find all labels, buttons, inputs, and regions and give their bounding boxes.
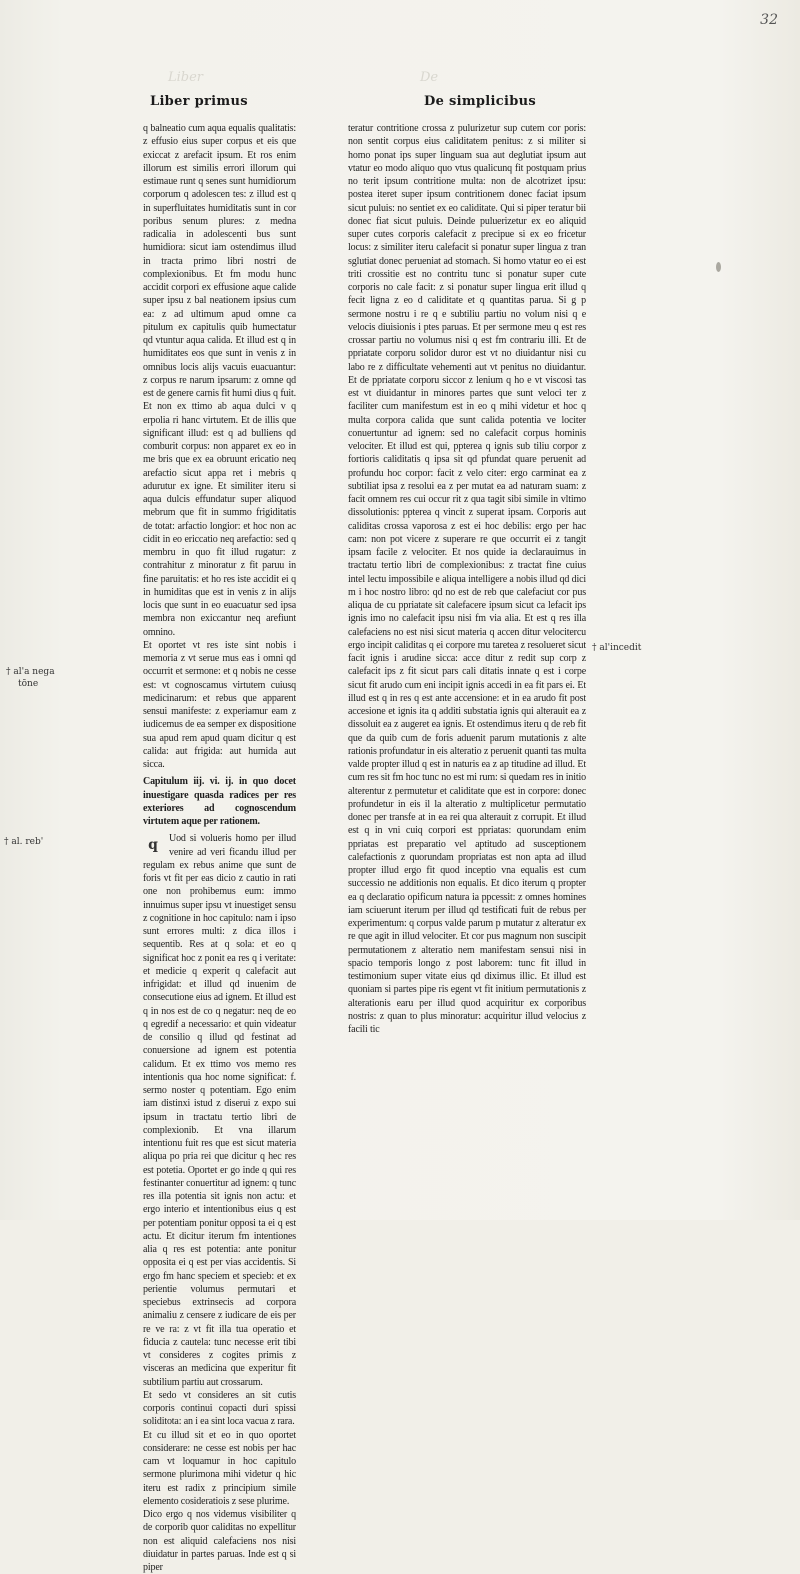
running-head-right: De simplicibus [424,94,536,109]
running-head-left: Liber primus [150,94,248,109]
left-paragraph-3-text: Uod si volueris homo per illud venire ad veri ficandu illud per regulam ex rebus anime que sunt de foris vt fit per eas dicio z cautio in rati one non prohibemus eum: immo innuimus super ipsu vt inuestiget sensu z cognitione in hoc capitulo: nam i ipso sunt errores multi: z dica illos i sequentib. Res at q sola: et eo q significat hoc z ponit ea res q i veritate: et medicie q experit q calefacit aut infrigidat: et illud qd inuenim de consecutione eius ad ignem. Et illud est q in nos est de co q negatur: neq de eo q egredif a necessario: et quin videatur de consilio q illud qd festinat ad conuersione ad ignem est potentia calidum. Et ex ttimo vos memo res intentionis qua hoc nome significat: f. sermo noster q potentiam. Ego enim iam distinxi istud z diserui z expo sui ipsum in tractatu tertio libri de complexionib. Et vna illarum intentionu fuit res que est sicut materia aliqua po pria rei que dicitur q hec res est potetia. Oportet er go inde q qui res festinanter conuertitur ad ignem: q tunc res illa potentia sit ignis non actu: et ergo interio et intentionibus eius q est per potentiam ponitur opposi ta ei q est actu. Et dicitur iterum fm intentiones alia q res est potentia: ante ponitur opposita ei q est per vias accidentis. Si ergo fm hanc speciem et specieb: et ex perientie volumus permutari et speciebus extrinsecis ad corpora animaliu z censere z iudicare de eis per re ve ra: z vt fit illa tua operatio et fiducia z cautela: tunc necesse erit tibi vt consideres z cogites primis z visceras an medicina que experitur fit subtilium partiu aut crossarum. [143,833,296,1388]
left-paragraph-3 [143,832,296,1389]
left-paragraph-5: Et cu illud sit et eo in quo oportet considerare: ne cesse est nobis per hac cam vt loquamur in hoc capitulo sermone plurimona mihi videtur q hic iteru est radix z principium simile elemento cosideratiois z sese plurime. [143,1429,296,1507]
margin-note-left-top-line-1: † al'a nega [6,667,55,677]
margin-note-left-top-line-2: tōne [18,679,39,689]
ink-spot [716,262,721,272]
right-text-column [348,122,586,1036]
folio-number: 32 [760,12,778,28]
margin-note-left-bottom: † al. reb' [4,837,44,847]
left-paragraph-4: Et sedo vt consideres an sit cutis corporis continui copacti duri spissi soliditota: an i ea sint loca vacua z rara. [143,1389,296,1428]
margin-note-right: † al'incedit [592,643,642,653]
right-paragraph-1: teratur contritione crossa z pulurizetur sup cutem cor poris: non sentit corpus eius caliditatem penitus: z si militer si homo ponat ips super linguam sua aut deglutiat ipsum aut vtatur eo modo aliquo quo vtus qualicunq fit postquam prius no terit ipsum contritione multa: non de alcotrizet ipsu: postea iteret super ipsum contritionem donec faciat ipsum sicut puluis: no sentiet ex eo caliditate. Qui si piper teratur bii donec fiat sicut puluis. Deinde puluerizetur ex eo aliquid super cutes corporis calefacit z precipue si ex eo fricetur locus: z similiter iteru calefacit si ponatur super lingua z tran sglutiat donec perueniat ad stomach. Si homo vtatur eo ei est triti crossitie est no contritu tunc si ponatur super cute corporis no cale facit: z si ponatur super lingua erit illud q fecit ligna z eo d caliditate et q quantitas parua. Si g p sermone nostru i re q e subtiliu partiu no volum nisi q e velocis diuisionis i ptes paruas. Et per sermone meu q est res crossar partiu no volumus nisi q est fm contrariu illi. Et de ppriatate corporu solidor duror est vt no diuidantur nisi cu labo re z difficultate vehementi aut vt penitus no diuidantur. Et de ppriatate corporu siccor z lenium q ho e vt viscosi tas est vt diuidantur in minores partes que sunt veloci ter z faciliter cum manifestum est in eo q mihi videtur et hoc q multa corpora calida que sunt calida potentia ve lociter conuertuntur ad ignem: sed no calefacit corpus hominis velociter. Et illud est qui, ppterea q ignis sub tiliu corpor z fortioris caliditatis q ipsa sit qd pfundat quare peruenit ad profundu hoc corpor: facit z velo citer: ergo carminat ea z subtiliat ipsa z resolui ea z per mutat ea ad naturam suam: z facit omnem res cui occur rit z qua tagit sibi simile in vltimo dissolutionis: ppterea q vincit z superat ipsam. Corporis aut caliditas crossa vaporosa z est ei hoc debilis: ergo per hac cam: non pot vicere z superare re que occurrit ei z tangit ipsam facile z velociter. Et nos quide ia declarauimus in tractatu tertio libri de complexionibus: z tractat fine cuius intel lectu impossibile e aliqua intelligere a nobis illud qd dici m i hoc nostro libro: qd no est de reb que calefaciut cor pus aliqua de cu ppriatate sit calefacere ipsum sicut ca lefacit ips ignis imo no calefacit ipsu nisi fm via alia. Et est q res illa calefaciens no est nisi sicut materia q accen ditur velocitercu ergo incipit caliditas q ei corpore mu taretea z resolueret sicut facit ignis i arudine sicca: acce ditur z redit sup corp z calefacit ips z fit sicut pars cali ditatis innate q est i corpe sicut fit arudo cum eni incipit ignis accedi in ea fit pars ei. Et illud est q in res q est ante accensione: et in ea arudo fit post accesione et ignis ita q additi substatia ignis qui alterauit ea z dissoluit ea z augeret ea ignis. Et ostendimus iteru q de reb fit que da quib cum de foris aduenit parum mutationis z alte rationis profundatur in eis alteratio z peruenit quanti tas multa valde propter illud q est in naturis ea z ap titudine ad illud. Et cum res sit fm hoc tunc no est mi rum: si quedam res in initio alterentur z permutetur et caliditate que est in corpore: donec profundetur in eis il la alteratio z multiplicetur permutatio donec per transfe at in ea rei qua alterauit z corrupit. Et illud est q in vni cuiq corpori est ppriatas: quorundam enim ppriatas est preparatio vel aptitudo ad susceptionem calefactionis z quorundam propriatas est non apta ad illud propter illud ergo fit quod inceptio vna equalis est cum successio ne additionis non equalis. Et dico iterum q propter ea q declaratio opificum natura ia ppcessit: z omnes homines iam sciuerunt iterum per illud qd testificati fuit de rebus per experimentum: q corpus valde parum p mutatur z alteratur ex re que agit in illud velociter. Et cor pus magnum non suscipit permutationem z alteratio nem manifestam sensui nisi in spacio temporis longo z post laborem: tunc fit illud in testimonium super vitate eius qd diximus illic. Et illud est quoniam si partes pipe ris egent vt fit initium permutationis z alterationis earu per illud quod acquiritur ex corporibus nostris: z quan to plus minoratur: acquiritur illud velocius z facili tic [348,123,586,1035]
left-text-column [143,122,296,1574]
decorated-initial: q [148,836,158,853]
show-through-text-left: Liber [168,70,204,85]
left-paragraph-2: Et oportet vt res iste sint nobis i memoria z vt serue mus eas i omni qd occurrit et sermone: et q nobis ne cesse est: vt cognoscamus virtutem cuiusq medicinarum: et rebus que apparent sensui manifeste: z experiamur eam z iudicemus de ea semper ex dispositione sua apud rem apud quam dicitur q est calida: aut frigida: aut humida aut sicca. [143,639,296,770]
chapter-rubric: Capitulum iij. vi. ij. in quo docet inuestigare quasda radices per res exteriores ad cognoscendum virtutem aque per rationem. [143,776,296,827]
left-paragraph-1: q balneatio cum aqua equalis qualitatis: z effusio eius super corpus et eis que exiccat z arefacit ipsum. Et ros enim illorum est similis errori illorum qui estimaue runt q senes sunt humidiorum corporum q adolescen tes: z illud est q in superfluitates humiditatis sunt in cor poribus senum plures: z medna radicalia in adolescenti bus sunt humidiora: sicut iam ostendimus illud in tracta primo libri nostri de complexionibus. Et fm modu hunc accidit corpori ex effusione aque calide super ipsu z bal neationem ipsius cum ea: z ad ultimum apud omne ca pitulum ex capitulis quib humectatur qd vtuntur aqua calida. Et illud est q in humiditates eos que sunt in venis z in omnibus locis alijs vacuis euacuantur: z corpus re narum ipsarum: z omne qd est de genere carnis fit humi dius q fuit. Et non ex ttimo ab aqua dulci v q erpolia ri hanc virtutem. Et de illis que significant illud: est q ad bulliens qd comburit corpus: non apparet ex eo in me bris que ex ea obruunt ericatio neq arefactio sicut appa ret i mebris q adurutur ex igne. Et similiter iteru si aqua dulcis effundatur super aliquod mebrum que fit in summo frigiditatis de totat: arfactio longior: et hoc non ac cidit in eo ericcatio neq arefactio: sed q membru in quo fit illud rugatur: z contrahitur z minoratur z fit paruu in fine paruitatis: et ho res iste accidit ei q in humiditas que est in venis z in alijs locis que sunt in eo euacuatur sed ipsa membra non exiccantur neq arefiunt omnino. [143,123,296,638]
left-paragraph-6: Dico ergo q nos videmus visibiliter q de corporib quor caliditas no expellitur non est aliquid calefaciens nos nisi diuidatur in partes paruas. Inde est q si piper [143,1509,296,1573]
show-through-text-right: De [420,70,439,85]
margin-note-left-top [6,666,55,690]
